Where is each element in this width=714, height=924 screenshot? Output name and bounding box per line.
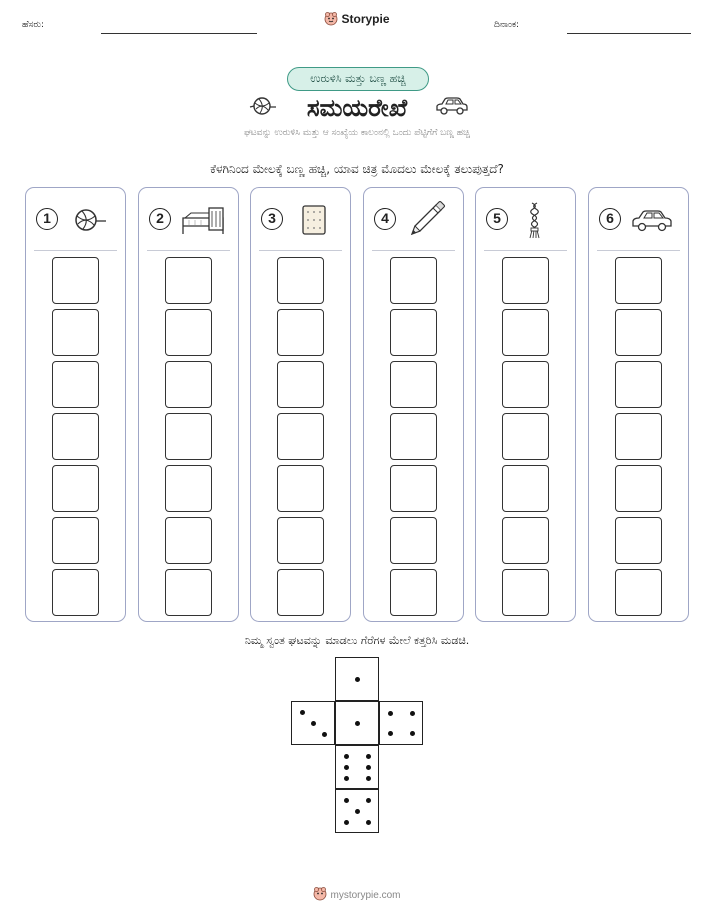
die-pip xyxy=(344,820,349,825)
cut-instruction: ನಿಮ್ಮ ಸ್ವಂತ ಘಟವನ್ನು ಮಾಡಲು ಗೆರೆಗಳ ಮೇಲೆ ಕತ್ತರಿಸಿ ಮಡಚಿ. xyxy=(244,634,470,647)
yarn-ball-icon xyxy=(66,200,116,240)
color-box[interactable] xyxy=(615,361,662,408)
color-box[interactable] xyxy=(502,517,549,564)
color-box[interactable] xyxy=(277,361,324,408)
die-face-1 xyxy=(335,657,379,701)
timeline-column-6 xyxy=(588,187,689,622)
instructions-subtitle: ಘಟವನ್ನು ಉರುಳಿಸಿ ಮತ್ತು ಆ ಸಂಖ್ಯೆಯ ಕಾಲಂನಲ್ಲಿ ಒಂದು ಪೆಟ್ಟಿಗೆಗೆ ಬಣ್ಣ ಹಚ್ಚಿ xyxy=(244,128,470,138)
die-pip xyxy=(344,798,349,803)
color-box[interactable] xyxy=(52,361,99,408)
color-box[interactable] xyxy=(615,413,662,460)
column-number: 6 xyxy=(599,208,621,230)
column-number: 1 xyxy=(36,208,58,230)
die-face-1 xyxy=(335,701,379,745)
color-box[interactable] xyxy=(502,465,549,512)
question-text: ಕೆಳಗಿನಿಂದ ಮೇಲಕ್ಕೆ ಬಣ್ಣ ಹಚ್ಚಿ, ಯಾವ ಚಿತ್ರ ಮೊದಲು ಮೇಲಕ್ಕೆ ತಲುಪುತ್ತದೆ? xyxy=(210,162,504,176)
color-box[interactable] xyxy=(52,413,99,460)
color-box[interactable] xyxy=(502,413,549,460)
timeline-column-3 xyxy=(250,187,351,622)
color-box[interactable] xyxy=(390,413,437,460)
color-box[interactable] xyxy=(52,569,99,616)
die-face-3 xyxy=(291,701,335,745)
timeline-column-1 xyxy=(25,187,126,622)
color-box[interactable] xyxy=(165,465,212,512)
column-divider xyxy=(147,250,230,251)
die-face-5 xyxy=(335,789,379,833)
timeline-column-4 xyxy=(363,187,464,622)
color-box[interactable] xyxy=(615,465,662,512)
die-pip xyxy=(388,731,393,736)
color-box[interactable] xyxy=(52,309,99,356)
color-box[interactable] xyxy=(52,517,99,564)
color-box[interactable] xyxy=(390,465,437,512)
color-box[interactable] xyxy=(165,569,212,616)
die-pip xyxy=(344,765,349,770)
die-pip xyxy=(366,765,371,770)
color-box[interactable] xyxy=(615,569,662,616)
color-box[interactable] xyxy=(165,309,212,356)
color-box[interactable] xyxy=(277,413,324,460)
die-pip xyxy=(322,732,327,737)
brand xyxy=(0,12,714,26)
color-box[interactable] xyxy=(615,309,662,356)
die-face-6 xyxy=(335,745,379,789)
color-box[interactable] xyxy=(277,517,324,564)
color-box[interactable] xyxy=(502,569,549,616)
die-pip xyxy=(410,711,415,716)
column-divider xyxy=(259,250,342,251)
die-pip xyxy=(366,754,371,759)
date-label: ದಿನಾಂಕ: xyxy=(494,20,520,30)
die-pip xyxy=(388,711,393,716)
color-box[interactable] xyxy=(390,257,437,304)
color-box[interactable] xyxy=(615,257,662,304)
die-pip xyxy=(344,754,349,759)
die-pip xyxy=(366,776,371,781)
name-label: ಹೆಸರು: xyxy=(22,20,45,30)
color-box[interactable] xyxy=(277,257,324,304)
die-pip xyxy=(410,731,415,736)
roll-and-color-badge: ಉರುಳಿಸಿ ಮತ್ತು ಬಣ್ಣ ಹಚ್ಚಿ xyxy=(287,67,429,91)
date-line xyxy=(567,33,691,34)
page-title: ಸಮಯರೇಖೆ xyxy=(306,94,408,122)
color-box[interactable] xyxy=(390,309,437,356)
die-pip xyxy=(366,798,371,803)
column-divider xyxy=(372,250,455,251)
color-box[interactable] xyxy=(165,257,212,304)
die-pip xyxy=(355,809,360,814)
color-box[interactable] xyxy=(277,569,324,616)
timeline-column-5 xyxy=(475,187,576,622)
footer-url[interactable]: mystorypie.com xyxy=(330,890,401,901)
die-pip xyxy=(344,776,349,781)
pencil-icon xyxy=(404,200,454,240)
column-number: 5 xyxy=(486,208,508,230)
car-title-icon xyxy=(434,95,470,117)
color-box[interactable] xyxy=(165,517,212,564)
column-divider xyxy=(484,250,567,251)
column-number: 3 xyxy=(261,208,283,230)
color-box[interactable] xyxy=(390,361,437,408)
color-box[interactable] xyxy=(502,257,549,304)
footer xyxy=(0,887,714,901)
column-divider xyxy=(34,250,117,251)
color-box[interactable] xyxy=(615,517,662,564)
column-number: 4 xyxy=(374,208,396,230)
die-face-4 xyxy=(379,701,423,745)
color-box[interactable] xyxy=(390,517,437,564)
name-line xyxy=(101,33,257,34)
die-pip xyxy=(366,820,371,825)
storypie-logo-icon xyxy=(313,887,327,901)
color-box[interactable] xyxy=(52,257,99,304)
die-pip xyxy=(300,710,305,715)
color-box[interactable] xyxy=(165,413,212,460)
storypie-logo-icon xyxy=(324,12,338,26)
color-box[interactable] xyxy=(390,569,437,616)
brand-name: Storypie xyxy=(341,12,390,26)
color-box[interactable] xyxy=(277,465,324,512)
color-box[interactable] xyxy=(277,309,324,356)
die-pip xyxy=(355,721,360,726)
column-number: 2 xyxy=(149,208,171,230)
color-box[interactable] xyxy=(52,465,99,512)
die-pip xyxy=(311,721,316,726)
color-box[interactable] xyxy=(502,309,549,356)
color-box[interactable] xyxy=(502,361,549,408)
die-pip xyxy=(355,677,360,682)
car-icon xyxy=(629,200,679,240)
cracker-icon xyxy=(291,200,341,240)
color-box[interactable] xyxy=(165,361,212,408)
braid-icon xyxy=(516,200,566,240)
column-divider xyxy=(597,250,680,251)
bed-icon xyxy=(179,200,229,240)
timeline-column-2 xyxy=(138,187,239,622)
